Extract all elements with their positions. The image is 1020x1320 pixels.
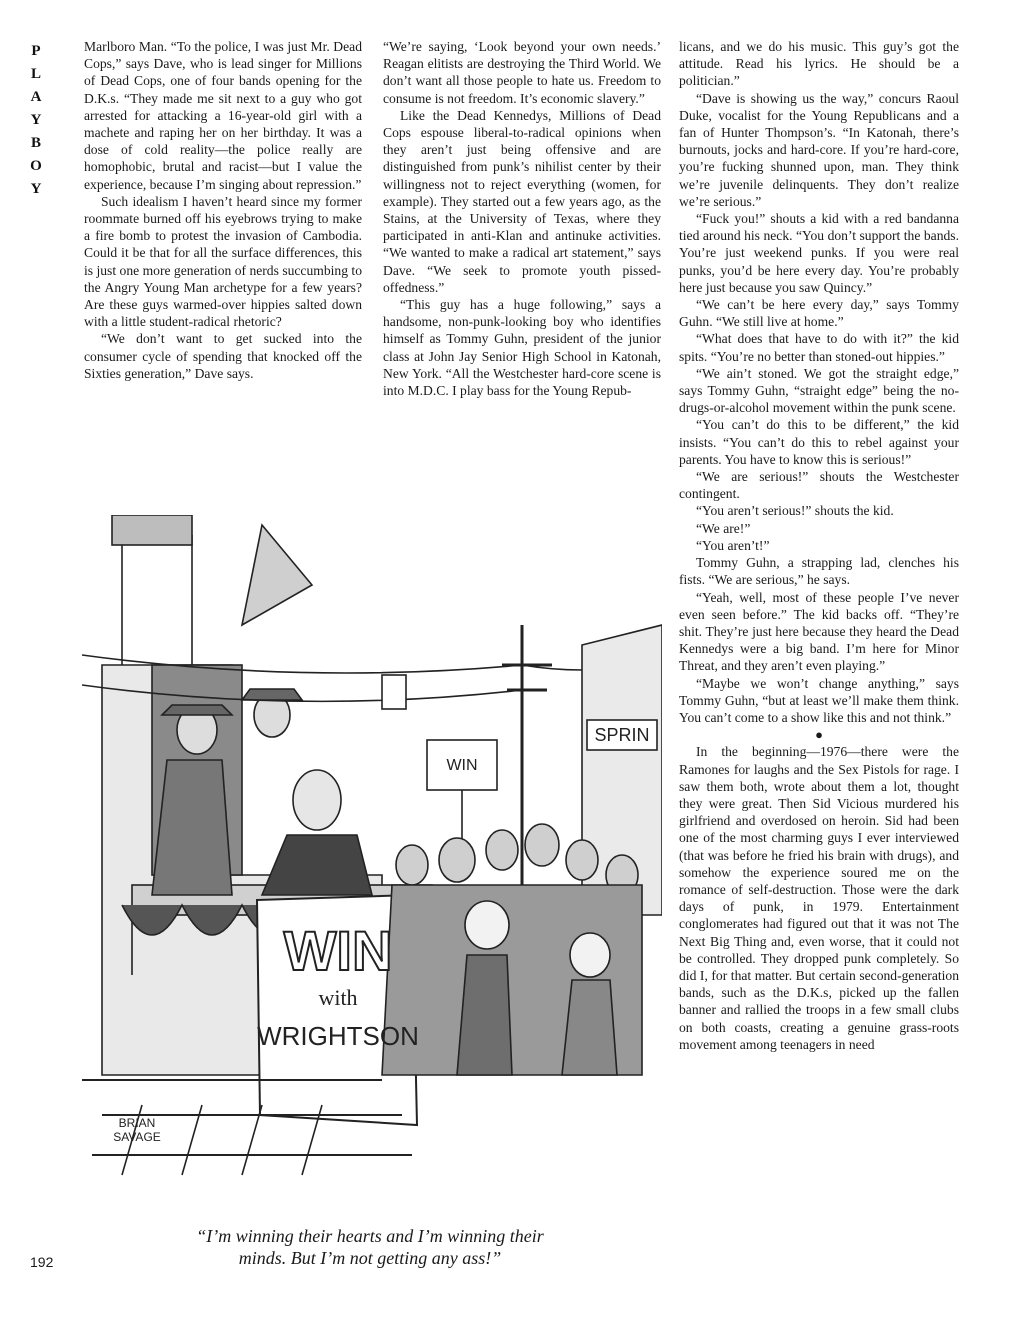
paragraph: Tommy Guhn, a strapping lad, clenches his fists. “We are serious,” he says.	[679, 555, 959, 588]
paragraph: “We’re saying, ‘Look beyond your own needs.’ Reagan elitists are destroying the Third World. We don’t want all those people to hate us. Freedom to consume is not freedom. It’s economic slavery.”	[383, 39, 661, 106]
paragraph: “Yeah, well, most of these people I’ve never even seen before.” The kid backs off. “They’re shit. They’re just here because they heard the Dead Kennedys were a big band. I’m here for Minor Threat, and they aren’t even playing.”	[679, 589, 959, 674]
paragraph: “This guy has a huge following,” says a handsome, non-punk-looking boy who identifies himself as Tommy Guhn, president of the junior class at John Jay Senior High School in Katonah, New York. “All the Westchester hard-core scene is into M.D.C. I play bass for the Young Repub-	[383, 297, 661, 399]
article-column-2	[383, 38, 661, 399]
paragraph: “We ain’t stoned. We got the straight edge,” says Tommy Guhn, “straight edge” being the no-drugs-or-alcohol movement within the punk scene.	[679, 365, 959, 416]
masthead-letter: Y	[30, 181, 42, 197]
paragraph: licans, and we do his music. This guy’s got the attitude. Read his lyrics. He should be a politician.”	[679, 39, 959, 89]
page-number: 192	[30, 1254, 54, 1270]
paragraph: “What does that have to do with it?” the kid spits. “You’re no better than stoned-out hippies.”	[679, 331, 959, 364]
banner-line-3: WRIGHTSON	[257, 1021, 419, 1051]
paragraph: “Dave is showing us the way,” concurs Raoul Duke, vocalist for the Young Republicans and a fan of Hunter Thompson’s. “In Katonah, there’s burnouts, jocks and hard-core. If you’re hard-core, you’re fucking shunned upon, man. They think we’re juvenile delinquents. They don’t realize we’re serious.”	[679, 90, 959, 209]
held-sign-text: WIN	[446, 757, 478, 774]
masthead-letter: O	[30, 158, 42, 174]
paragraph: Such idealism I haven’t heard since my former roommate burned off his eyebrows trying to make a fire bomb to protest the invasion of Cambodia. Could it be that for all the surface differences, this is just one more generation of nerds succumbing to the Angry Young Man archetype for a few years? Are these guys warmed-over hippies salted down with a little student-radical rhetoric?	[84, 193, 362, 330]
section-divider: ●	[815, 727, 823, 743]
masthead	[26, 40, 46, 201]
paragraph: “We are serious!” shouts the Westchester contingent.	[679, 469, 959, 502]
cartoon-illustration	[82, 515, 662, 1215]
banner-line-1: WIN	[283, 919, 393, 982]
caption-line-1: “I’m winning their hearts and I’m winning their	[196, 1226, 544, 1246]
artist-signature-1: BRIAN	[118, 1116, 156, 1130]
paragraph: In the beginning—1976—there were the Ramones for laughs and the Sex Pistols for rage. I saw them both, wrote about them a lot, thought they were great. Then Sid Vicious murdered his girlfriend and overdosed on heroin. Sid had been one of the most charming guys I ever interviewed (that was before he fried his brain with drugs), and somehow the experience soured me on the romance of self-destruction. Those were the dark days of punk, in 1979. Entertainment conglomerates had figured out that it was not The Next Big Thing and, even worse, that it could not be controlled. They dropped punk completely. So did I, for that matter. But certain second-generation bands, such as the D.K.s, picked up the fallen banner and rallied the troops in a few small clubs on both coasts, creating a genuine grass-roots movement among teenagers in need	[679, 744, 959, 1052]
paragraph: “You can’t do this to be different,” the kid insists. “You can’t do this to rebel against your parents. You have to know this is serious!”	[679, 417, 959, 467]
masthead-letter: Y	[30, 112, 42, 128]
shop-sign-text: SPRIN	[594, 725, 650, 745]
cartoon-caption	[120, 1225, 620, 1269]
article-column-3	[679, 38, 959, 1053]
masthead-letter: B	[30, 135, 41, 151]
masthead-letter: A	[30, 89, 42, 105]
paragraph: “You aren’t serious!” shouts the kid.	[696, 503, 894, 519]
paragraph: “Maybe we won’t change anything,” says Tommy Guhn, “but at least we’ll make them think. You can’t come to a show like this and not think.”	[679, 675, 959, 725]
masthead-letter: P	[31, 43, 41, 59]
paragraph: “We don’t want to get sucked into the consumer cycle of spending that knocked off the Sixties generation,” Dave says.	[84, 331, 362, 381]
caption-line-2: minds. But I’m not getting any ass!”	[238, 1248, 502, 1268]
paragraph: “We can’t be here every day,” says Tommy Guhn. “We still live at home.”	[679, 297, 959, 330]
paragraph: “You aren’t!”	[696, 537, 770, 553]
artist-signature-2: SAVAGE	[113, 1130, 161, 1144]
paragraph: “Fuck you!” shouts a kid with a red bandanna tied around his neck. “You don’t support the bands. You’re just weekend punks. If you were real punks, you’d be here every day. You’re probably here just because you saw Quincy.”	[679, 211, 959, 295]
banner-line-2: with	[318, 985, 358, 1010]
paragraph: Marlboro Man. “To the police, I was just Mr. Dead Cops,” says Dave, who is lead singer for Millions of Dead Cops, one of four bands opening for the D.K.s. “They made me sit next to a guy who got arrested for attacking a 16-year-old girl with a machete and raping her on her birthday. It was a dose of cold reality—the police really are homophobic, brutal and racist—but I value the experience, because I’m singing about repression.”	[84, 39, 362, 192]
paragraph: “We are!”	[696, 520, 751, 536]
masthead-letter: L	[30, 66, 41, 82]
paragraph: Like the Dead Kennedys, Millions of Dead Cops espouse liberal-to-radical opinions when they aren’t just being offensive and are distinguished from punk’s nihilist center by their willingness not to reject everything (women, for example). They started out a few years ago, as the Stains, at the University of Texas, where they participated in anti-Klan and antinuke activities. “We wanted to make a radical art statement,” says Dave. “We seek to promote youth pissed-offedness.”	[383, 107, 661, 295]
article-column-1	[84, 38, 362, 382]
